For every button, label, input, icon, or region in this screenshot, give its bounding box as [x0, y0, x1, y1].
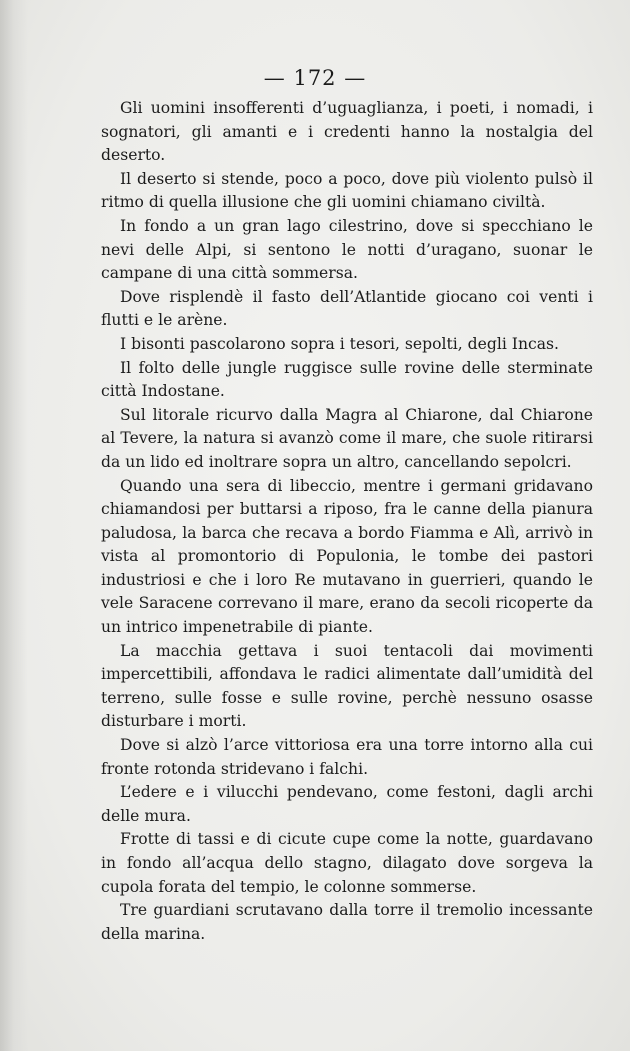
paragraph: In fondo a un gran lago cilestrino, dove si specchiano le nevi delle Alpi, si sentono le notti d’uragano, suonar le campane di una città sommersa.: [101, 216, 593, 283]
paragraph: Il deserto si stende, poco a poco, dove più violento pulsò il ritmo di quella illusione che gli uomini chiamano civiltà.: [101, 169, 593, 212]
paragraph: La macchia gettava i suoi tentacoli dai movimenti impercettibili, affondava le radici alimentate dall’umidità del terreno, sulle fosse e sulle rovine, perchè nessuno osasse disturbare i morti.: [101, 641, 593, 731]
paragraph: Frotte di tassi e di cicute cupe come la notte, guardavano in fondo all’acqua dello stagno, dilagato dove sorgeva la cupola forata del tempio, le colonne sommerse.: [101, 830, 593, 896]
paragraph: I bisonti pascolarono sopra i tesori, sepolti, degli Incas.: [120, 334, 559, 353]
paragraph: Gli uomini insofferenti d’uguaglianza, i poeti, i nomadi, i sognatori, gli amanti e i credenti hanno la nostalgia del deserto.: [101, 99, 593, 165]
paragraph: Tre guardiani scrutavano dalla torre il tremolio incessante della marina.: [101, 901, 593, 943]
paragraph: Il folto delle jungle ruggisce sulle rovine delle sterminate città Indostane.: [101, 358, 593, 401]
paragraph: Quando una sera di libeccio, mentre i germani gridavano chiamandosi per buttarsi a riposo, fra le canne della pianura paludosa, la barca che recava a bordo Fiamma e Alì, arrivò in vista al promontorio di Populonia, le tombe dei pastori industriosi e che i loro Re mutavano in guerrieri, quando le vele Saracene correvano il mare, erano da secoli ricoperte da un intrico impenetrabile di piante.: [101, 476, 593, 637]
body-text: [101, 97, 593, 946]
paragraph: Dove risplendè il fasto dell’Atlantide giocano coi venti i flutti e le arène.: [101, 287, 593, 330]
paragraph: L’edere e i vilucchi pendevano, come festoni, dagli archi delle mura.: [101, 783, 593, 825]
paragraph: Dove si alzò l’arce vittoriosa era una torre intorno alla cui fronte rotonda stridevano i falchi.: [101, 736, 593, 778]
binding-shadow: [0, 0, 28, 1051]
paragraph: Sul litorale ricurvo dalla Magra al Chiarone, dal Chiarone al Tevere, la natura si avanzò come il mare, che suole ritirarsi da un lido ed inoltrare sopra un altro, cancellando sepolcri.: [101, 405, 593, 471]
page-number: — 172 —: [263, 66, 367, 90]
